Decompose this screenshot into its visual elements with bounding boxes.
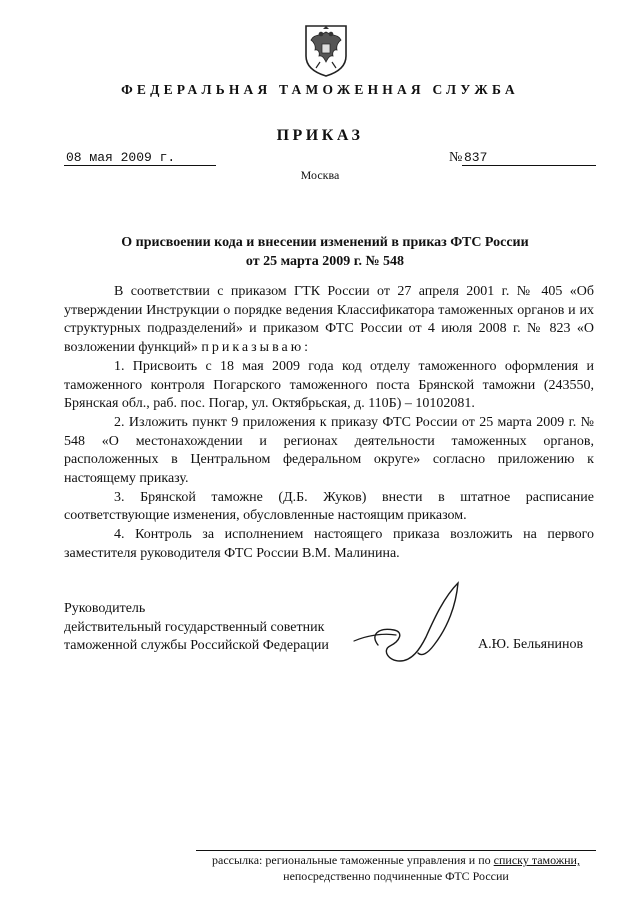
preamble-text: В соответствии с приказом ГТК России от 27 апреля 2001 г. № 405 «Об утверждении Инструкции о порядке ведения Классификатора таможенных органов и их структурных подразделений» и приказом ФТС России от 4 июля 2008 г. № 823 «О возложении функций»: [64, 284, 594, 356]
order-item-3: 3. Брянской таможне (Д.Б. Жуков) внести в штатное расписание соответствующие изменения, обусловленные настоящим приказом.: [64, 489, 594, 524]
order-title-line-1: О присвоении кода и внесении изменений в приказ ФТС России: [121, 235, 529, 250]
signer-title: [64, 600, 329, 656]
order-title: [60, 233, 590, 271]
order-item-4: 4. Контроль за исполнением настоящего приказа возложить на первого заместителя руководителя ФТС России В.М. Малинина.: [64, 527, 594, 561]
distribution-underlined: списку таможни,: [493, 853, 580, 867]
order-word: приказываю:: [201, 340, 312, 356]
distribution-line-1: [196, 852, 596, 868]
signer-title-line-2: действительный государственный советник: [64, 619, 325, 635]
coat-of-arms-icon: [302, 22, 350, 78]
order-item-2: 2. Изложить пункт 9 приложения к приказу ФТС России от 25 марта 2009 г. № 548 «О местонахождении и регионах деятельности таможенных органов, расположенных в Центральном федеральном округе» согласно приложению к настоящему приказу.: [64, 414, 594, 487]
distribution-line-2: непосредственно подчиненные ФТС России: [283, 869, 509, 883]
order-item-1: 1. Присвоить с 18 мая 2009 года код отделу таможенного оформления и таможенного контроля Погарского таможенного поста Брянской таможни (243550, Брянская обл., раб. пос. Погар, ул. Октябрьская, д. 110Б) – 10102081.: [64, 358, 594, 412]
handwritten-signature: [348, 575, 468, 685]
order-number: 837: [462, 150, 596, 166]
agency-name: ФЕДЕРАЛЬНАЯ ТАМОЖЕННАЯ СЛУЖБА: [121, 82, 519, 97]
order-date: 08 мая 2009 г.: [64, 150, 216, 166]
distribution-list: [196, 852, 596, 884]
order-body: [64, 283, 594, 564]
signer-title-line-1: Руководитель: [64, 601, 146, 616]
preamble-paragraph: [64, 283, 594, 358]
city: Москва: [300, 168, 340, 182]
divider: [196, 850, 596, 851]
signer-title-line-3: таможенной службы Российской Федерации: [64, 638, 329, 653]
distribution-prefix: рассылка: региональные таможенные управления и по: [212, 853, 491, 867]
signer-name: А.Ю. Бельянинов: [478, 637, 584, 652]
document-type: ПРИКАЗ: [276, 127, 364, 144]
order-number-label: №: [449, 150, 463, 165]
order-title-line-2: от 25 марта 2009 г. № 548: [245, 254, 405, 269]
